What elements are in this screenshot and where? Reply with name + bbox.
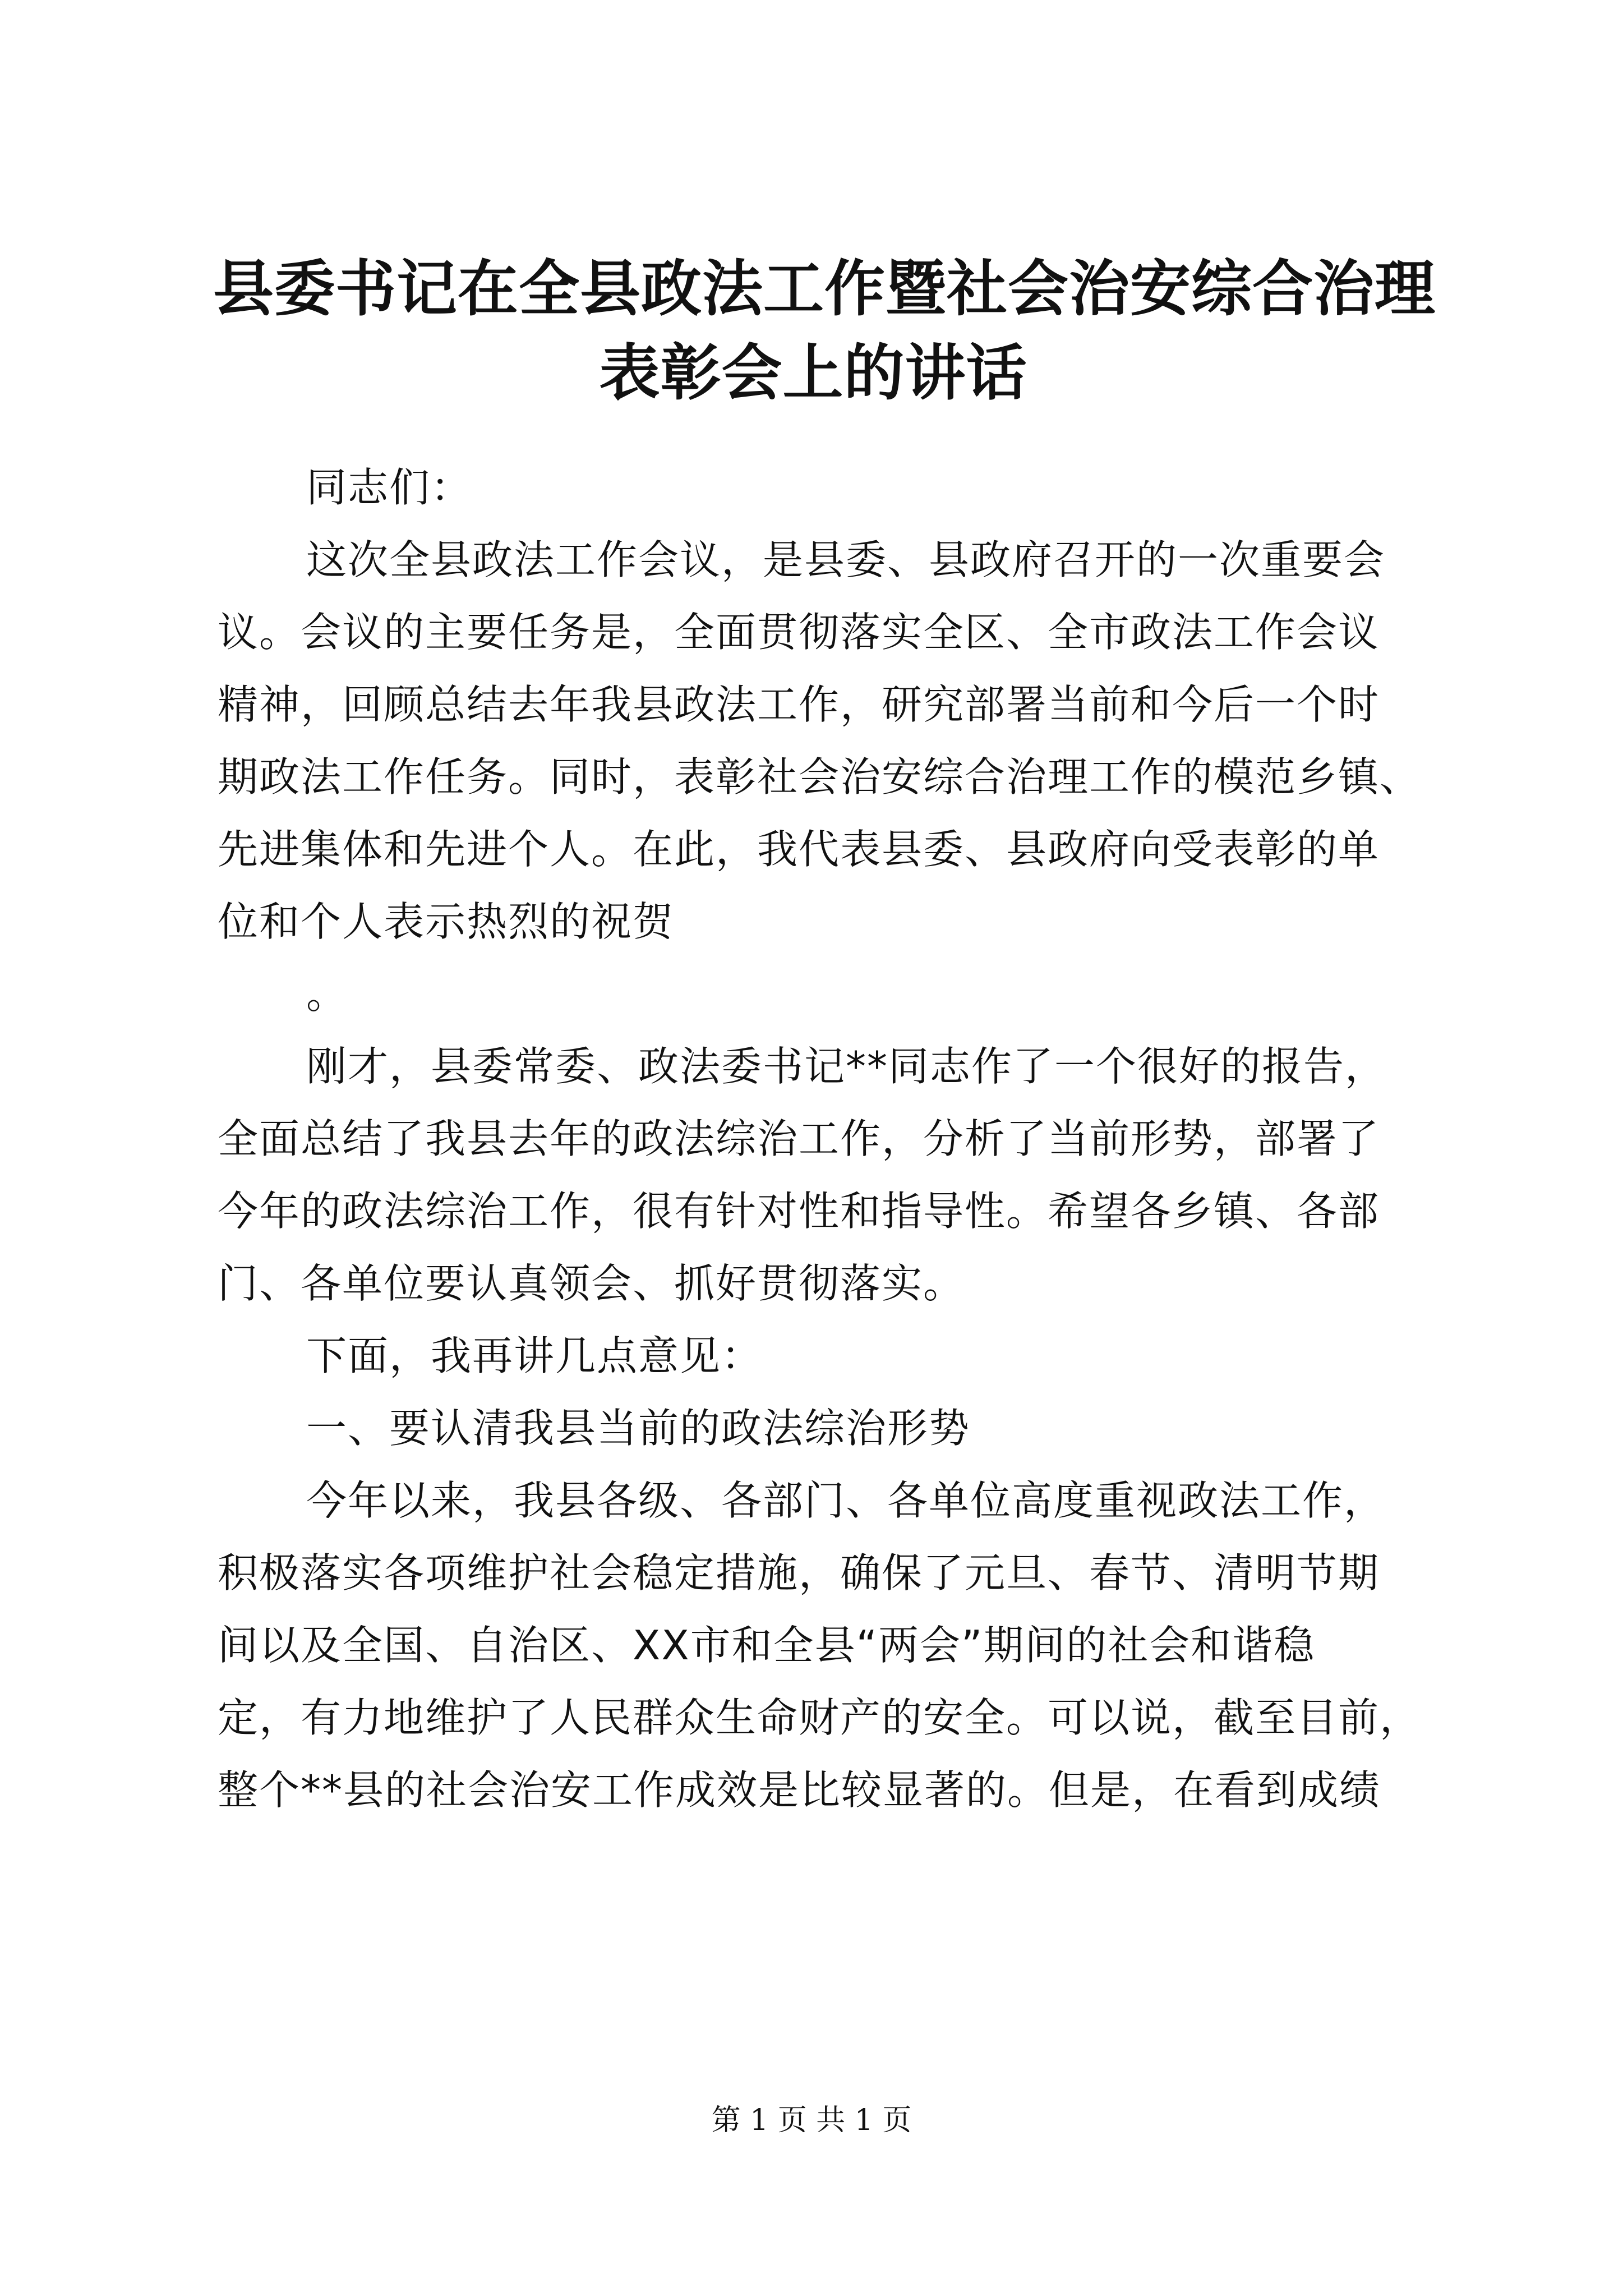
title-line: 县委书记在全县政法工作暨社会治安综合治理	[213, 254, 1436, 324]
paragraph-line: 先进集体和先进个人。在此，我代表县委、县政府向受表彰的单	[218, 826, 1380, 873]
title-line: 表彰会上的讲话	[599, 338, 1027, 408]
paragraph-line: 定，有力地维护了人民群众生命财产的安全。可以说，截至目前，	[218, 1694, 1422, 1741]
paragraph-line: 全面总结了我县去年的政法综治工作，分析了当前形势，部署了	[218, 1115, 1380, 1162]
paragraph-line: 精神，回顾总结去年我县政法工作，研究部署当前和今后一个时	[218, 681, 1380, 728]
paragraph-line: 同志们：	[306, 464, 473, 511]
section-heading	[218, 1392, 1418, 1465]
paragraph-line: 。	[306, 970, 348, 1018]
paragraph-line: 间以及全国、自治区、XX市和全县“两会”期间的社会和谐稳	[218, 1622, 1316, 1669]
page-footer: 第 1 页 共 1 页	[711, 2104, 912, 2137]
paragraph-line: 期政法工作任务。同时，表彰社会治安综合治理工作的模范乡镇、	[218, 753, 1422, 800]
paragraph-line: 门、各单位要认真领会、抓好贯彻落实。	[218, 1260, 965, 1307]
paragraph-line: 今年以来，我县各级、各部门、各单位高度重视政法工作，	[306, 1477, 1386, 1524]
paragraph-line: 这次全县政法工作会议，是县委、县政府召开的一次重要会	[306, 536, 1386, 583]
body-paragraph	[218, 1320, 1418, 1392]
paragraph-line: 下面，我再讲几点意见：	[306, 1332, 763, 1379]
body-paragraph	[218, 524, 1422, 958]
paragraph-line: 整个**县的社会治安工作成效是比较显著的。但是，在看到成绩	[218, 1766, 1381, 1814]
paragraph-line: 积极落实各项维护社会稳定措施，确保了元旦、春节、清明节期	[218, 1549, 1380, 1596]
salutation-paragraph	[218, 452, 1418, 524]
paragraph-line: 议。会议的主要任务是，全面贯彻落实全区、全市政法工作会议	[218, 609, 1380, 656]
paragraph-line: 一、要认清我县当前的政法综治形势	[306, 1405, 971, 1452]
paragraph-line: 位和个人表示热烈的祝贺	[218, 898, 675, 945]
body-paragraph	[218, 1465, 1422, 1826]
document-body	[218, 452, 1422, 1826]
body-paragraph	[218, 1030, 1418, 1320]
document-title	[213, 247, 1436, 415]
paragraph-line: 刚才，县委常委、政法委书记**同志作了一个很好的报告，	[306, 1043, 1387, 1090]
paragraph-line: 今年的政法综治工作，很有针对性和指导性。希望各乡镇、各部	[218, 1188, 1380, 1235]
body-paragraph	[218, 958, 1418, 1030]
